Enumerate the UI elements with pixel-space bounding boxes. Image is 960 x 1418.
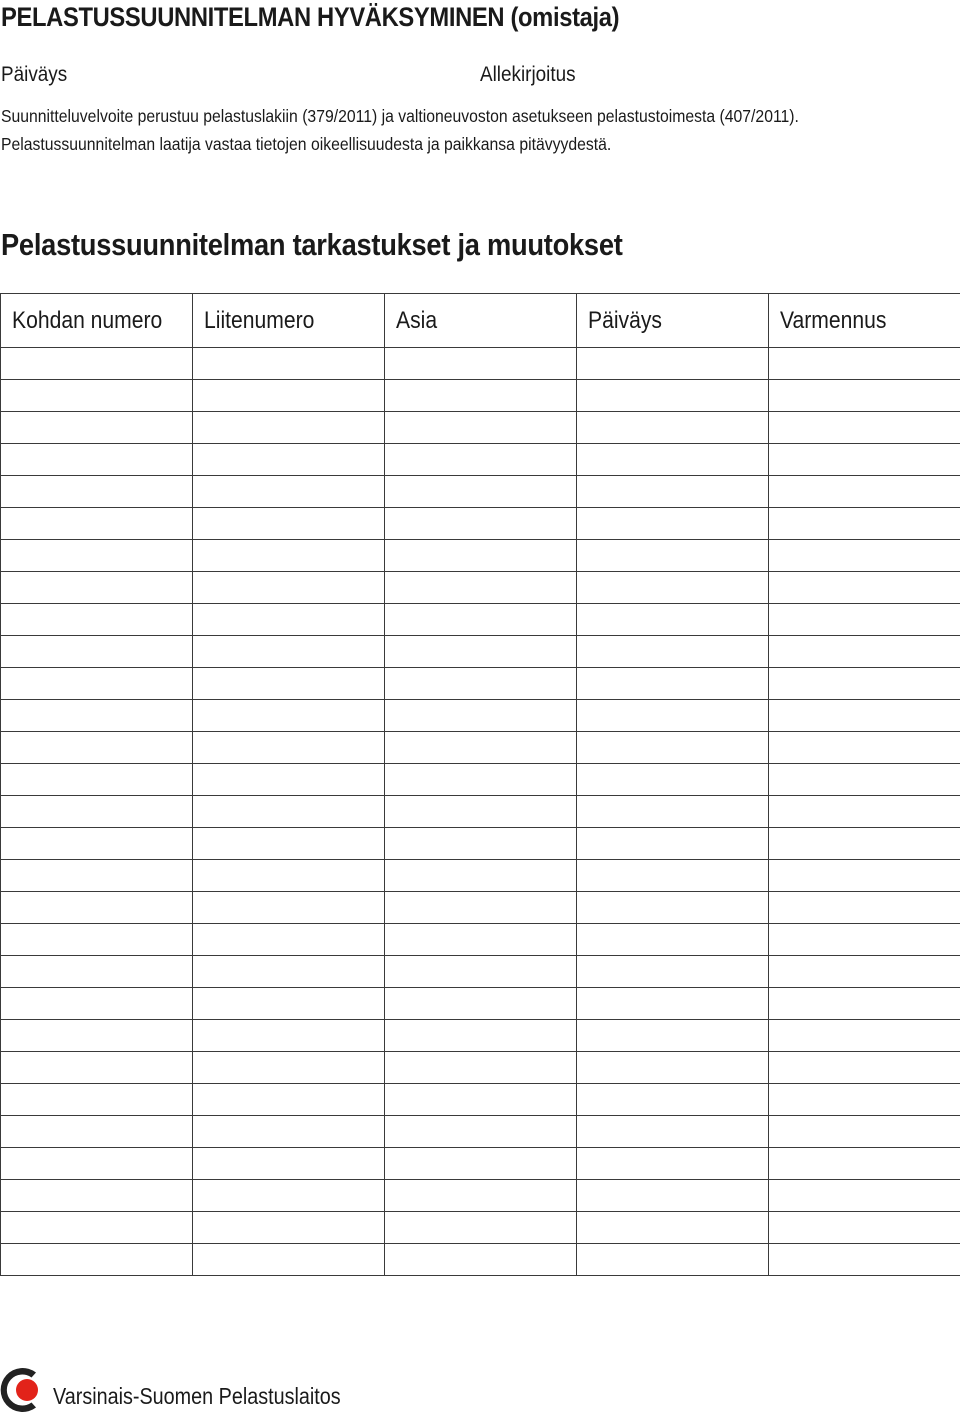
- table-cell[interactable]: [577, 572, 769, 604]
- table-row: [1, 476, 960, 508]
- table-cell[interactable]: [193, 796, 385, 828]
- table-cell[interactable]: [769, 700, 960, 732]
- table-cell[interactable]: [769, 732, 960, 764]
- table-cell[interactable]: [193, 604, 385, 636]
- approval-signature-label: Allekirjoitus: [480, 63, 576, 86]
- table-cell[interactable]: [385, 1116, 577, 1148]
- table-cell[interactable]: [769, 412, 960, 444]
- table-row: [1, 1084, 960, 1116]
- table-row: [1, 1148, 960, 1180]
- table-cell[interactable]: [577, 796, 769, 828]
- table-cell[interactable]: [1, 1052, 193, 1084]
- table-cell[interactable]: [1, 796, 193, 828]
- table-row: [1, 540, 960, 572]
- table-cell[interactable]: [193, 764, 385, 796]
- table-cell[interactable]: [1, 572, 193, 604]
- table-row: [1, 796, 960, 828]
- table-cell[interactable]: [385, 604, 577, 636]
- table-cell[interactable]: [385, 412, 577, 444]
- table-cell[interactable]: [1, 1180, 193, 1212]
- table-cell[interactable]: [769, 1052, 960, 1084]
- approval-date-label: Päiväys: [1, 63, 68, 86]
- table-cell[interactable]: [769, 1244, 960, 1276]
- table-cell[interactable]: [769, 636, 960, 668]
- table-cell[interactable]: [577, 956, 769, 988]
- table-cell[interactable]: [577, 668, 769, 700]
- table-cell[interactable]: [769, 988, 960, 1020]
- table-cell[interactable]: [577, 636, 769, 668]
- table-cell[interactable]: [385, 988, 577, 1020]
- table-cell[interactable]: [385, 348, 577, 380]
- table-cell[interactable]: [1, 380, 193, 412]
- table-row: [1, 764, 960, 796]
- table-cell[interactable]: [769, 764, 960, 796]
- table-cell[interactable]: [193, 444, 385, 476]
- table-cell[interactable]: [1, 892, 193, 924]
- table-cell[interactable]: [385, 700, 577, 732]
- table-cell[interactable]: [577, 1052, 769, 1084]
- table-cell[interactable]: [769, 1148, 960, 1180]
- table-cell[interactable]: [769, 796, 960, 828]
- table-cell[interactable]: [385, 828, 577, 860]
- legal-basis-note: Suunnitteluvelvoite perustuu pelastuslakiin (379/2011) ja valtioneuvoston asetukseen pelastustoimesta (407/2011).: [1, 106, 799, 126]
- table-cell[interactable]: [385, 668, 577, 700]
- table-header-row: [1, 294, 960, 348]
- table-row: [1, 380, 960, 412]
- table-cell[interactable]: [193, 1052, 385, 1084]
- table-cell[interactable]: [1, 540, 193, 572]
- table-cell[interactable]: [577, 860, 769, 892]
- table-cell[interactable]: [1, 476, 193, 508]
- table-cell[interactable]: [1, 1148, 193, 1180]
- table-cell[interactable]: [577, 732, 769, 764]
- table-cell[interactable]: [385, 508, 577, 540]
- table-cell[interactable]: [193, 412, 385, 444]
- table-cell[interactable]: [1, 700, 193, 732]
- table-cell[interactable]: [1, 1020, 193, 1052]
- table-cell[interactable]: [1, 1084, 193, 1116]
- page-title: PELASTUSSUUNNITELMAN HYVÄKSYMINEN (omistaja): [1, 2, 620, 32]
- table-cell[interactable]: [769, 860, 960, 892]
- table-row: [1, 668, 960, 700]
- table-cell[interactable]: [769, 1180, 960, 1212]
- table-cell[interactable]: [577, 1084, 769, 1116]
- table-cell[interactable]: [1, 1244, 193, 1276]
- table-cell[interactable]: [193, 1212, 385, 1244]
- table-cell[interactable]: [1, 636, 193, 668]
- table-row: [1, 860, 960, 892]
- table-row: [1, 1180, 960, 1212]
- table-cell[interactable]: [769, 444, 960, 476]
- table-cell[interactable]: [385, 476, 577, 508]
- table-row: [1, 636, 960, 668]
- section-title: Pelastussuunnitelman tarkastukset ja muutokset: [1, 227, 623, 262]
- column-header-date: Päiväys: [577, 294, 769, 348]
- table-cell[interactable]: [193, 956, 385, 988]
- table-cell[interactable]: [769, 508, 960, 540]
- table-cell[interactable]: [385, 1084, 577, 1116]
- table-row: [1, 508, 960, 540]
- table-cell[interactable]: [577, 476, 769, 508]
- table-cell[interactable]: [193, 860, 385, 892]
- table-cell[interactable]: [385, 796, 577, 828]
- table-cell[interactable]: [1, 988, 193, 1020]
- table-cell[interactable]: [1, 764, 193, 796]
- table-cell[interactable]: [769, 380, 960, 412]
- table-cell[interactable]: [193, 700, 385, 732]
- table-cell[interactable]: [1, 1116, 193, 1148]
- table-row: [1, 700, 960, 732]
- table-cell[interactable]: [193, 636, 385, 668]
- table-cell[interactable]: [577, 1116, 769, 1148]
- table-cell[interactable]: [193, 828, 385, 860]
- table-cell[interactable]: [1, 604, 193, 636]
- table-cell[interactable]: [577, 892, 769, 924]
- table-cell[interactable]: [385, 764, 577, 796]
- responsibility-note: Pelastussuunnitelman laatija vastaa tietojen oikeellisuudesta ja paikkansa pitävyydestä.: [1, 134, 612, 154]
- table-cell[interactable]: [577, 1212, 769, 1244]
- table-cell[interactable]: [769, 540, 960, 572]
- table-cell[interactable]: [769, 1020, 960, 1052]
- table-cell[interactable]: [1, 956, 193, 988]
- table-cell[interactable]: [385, 540, 577, 572]
- inspections-and-changes-table: [0, 293, 960, 1276]
- table-cell[interactable]: [193, 924, 385, 956]
- table-cell[interactable]: [577, 924, 769, 956]
- column-header-verification: Varmennus: [769, 294, 960, 348]
- table-cell[interactable]: [769, 572, 960, 604]
- table-cell[interactable]: [769, 828, 960, 860]
- table-row: [1, 732, 960, 764]
- table-cell[interactable]: [577, 988, 769, 1020]
- table-row: [1, 1020, 960, 1052]
- table-cell[interactable]: [193, 1148, 385, 1180]
- table-row: [1, 444, 960, 476]
- table-cell[interactable]: [193, 572, 385, 604]
- table-cell[interactable]: [385, 1148, 577, 1180]
- table-cell[interactable]: [577, 700, 769, 732]
- table-cell[interactable]: [385, 732, 577, 764]
- table-cell[interactable]: [385, 572, 577, 604]
- pelastuslaitos-logo-icon: [0, 1366, 40, 1414]
- table-cell[interactable]: [193, 348, 385, 380]
- table-row: [1, 924, 960, 956]
- table-cell[interactable]: [385, 444, 577, 476]
- table-cell[interactable]: [577, 828, 769, 860]
- table-row: [1, 956, 960, 988]
- table-cell[interactable]: [769, 1212, 960, 1244]
- table-cell[interactable]: [193, 476, 385, 508]
- table-cell[interactable]: [1, 924, 193, 956]
- table-cell[interactable]: [193, 1244, 385, 1276]
- table-cell[interactable]: [193, 668, 385, 700]
- table-cell[interactable]: [193, 892, 385, 924]
- table-cell[interactable]: [577, 764, 769, 796]
- table-cell[interactable]: [385, 892, 577, 924]
- table-cell[interactable]: [385, 924, 577, 956]
- table-cell[interactable]: [769, 1116, 960, 1148]
- table-cell[interactable]: [1, 508, 193, 540]
- table-row: [1, 1212, 960, 1244]
- table-cell[interactable]: [193, 380, 385, 412]
- table-row: [1, 892, 960, 924]
- table-cell[interactable]: [385, 1020, 577, 1052]
- table-cell[interactable]: [193, 1116, 385, 1148]
- table-cell[interactable]: [385, 1244, 577, 1276]
- table-row: [1, 572, 960, 604]
- table-row: [1, 604, 960, 636]
- table-row: [1, 1116, 960, 1148]
- table-cell[interactable]: [577, 1244, 769, 1276]
- table-cell[interactable]: [1, 348, 193, 380]
- table-cell[interactable]: [193, 988, 385, 1020]
- table-cell[interactable]: [1, 860, 193, 892]
- table-cell[interactable]: [193, 732, 385, 764]
- table-cell[interactable]: [193, 1180, 385, 1212]
- column-header-subject: Asia: [385, 294, 577, 348]
- table-cell[interactable]: [193, 1020, 385, 1052]
- table-cell[interactable]: [385, 860, 577, 892]
- table-cell[interactable]: [1, 668, 193, 700]
- table-cell[interactable]: [577, 540, 769, 572]
- table-cell[interactable]: [385, 956, 577, 988]
- table-cell[interactable]: [577, 1148, 769, 1180]
- organization-name: Varsinais-Suomen Pelastuslaitos: [53, 1383, 341, 1409]
- table-cell[interactable]: [769, 956, 960, 988]
- table-cell[interactable]: [1, 444, 193, 476]
- table-cell[interactable]: [769, 604, 960, 636]
- table-cell[interactable]: [385, 1212, 577, 1244]
- column-header-attachment-number: Liitenumero: [193, 294, 385, 348]
- table-body: [1, 348, 960, 1276]
- table-cell[interactable]: [1, 412, 193, 444]
- table-row: [1, 348, 960, 380]
- column-header-item-number: Kohdan numero: [1, 294, 193, 348]
- table-cell[interactable]: [385, 380, 577, 412]
- table-cell[interactable]: [769, 476, 960, 508]
- table-cell[interactable]: [577, 348, 769, 380]
- table-row: [1, 1052, 960, 1084]
- table-row: [1, 412, 960, 444]
- table-cell[interactable]: [577, 1020, 769, 1052]
- table-cell[interactable]: [769, 668, 960, 700]
- table-cell[interactable]: [193, 1084, 385, 1116]
- table-cell[interactable]: [385, 1180, 577, 1212]
- table-cell[interactable]: [577, 412, 769, 444]
- table-cell[interactable]: [1, 732, 193, 764]
- table-cell[interactable]: [385, 636, 577, 668]
- table-cell[interactable]: [577, 444, 769, 476]
- table-cell[interactable]: [577, 604, 769, 636]
- table-row: [1, 988, 960, 1020]
- table-row: [1, 1244, 960, 1276]
- table-cell[interactable]: [385, 1052, 577, 1084]
- table-cell[interactable]: [1, 828, 193, 860]
- table-cell[interactable]: [577, 508, 769, 540]
- table-row: [1, 828, 960, 860]
- table-cell[interactable]: [769, 348, 960, 380]
- table-cell[interactable]: [577, 1180, 769, 1212]
- table-cell[interactable]: [769, 892, 960, 924]
- table-cell[interactable]: [577, 380, 769, 412]
- table-cell[interactable]: [769, 924, 960, 956]
- table-cell[interactable]: [193, 508, 385, 540]
- table-cell[interactable]: [769, 1084, 960, 1116]
- table-cell[interactable]: [1, 1212, 193, 1244]
- table-cell[interactable]: [193, 540, 385, 572]
